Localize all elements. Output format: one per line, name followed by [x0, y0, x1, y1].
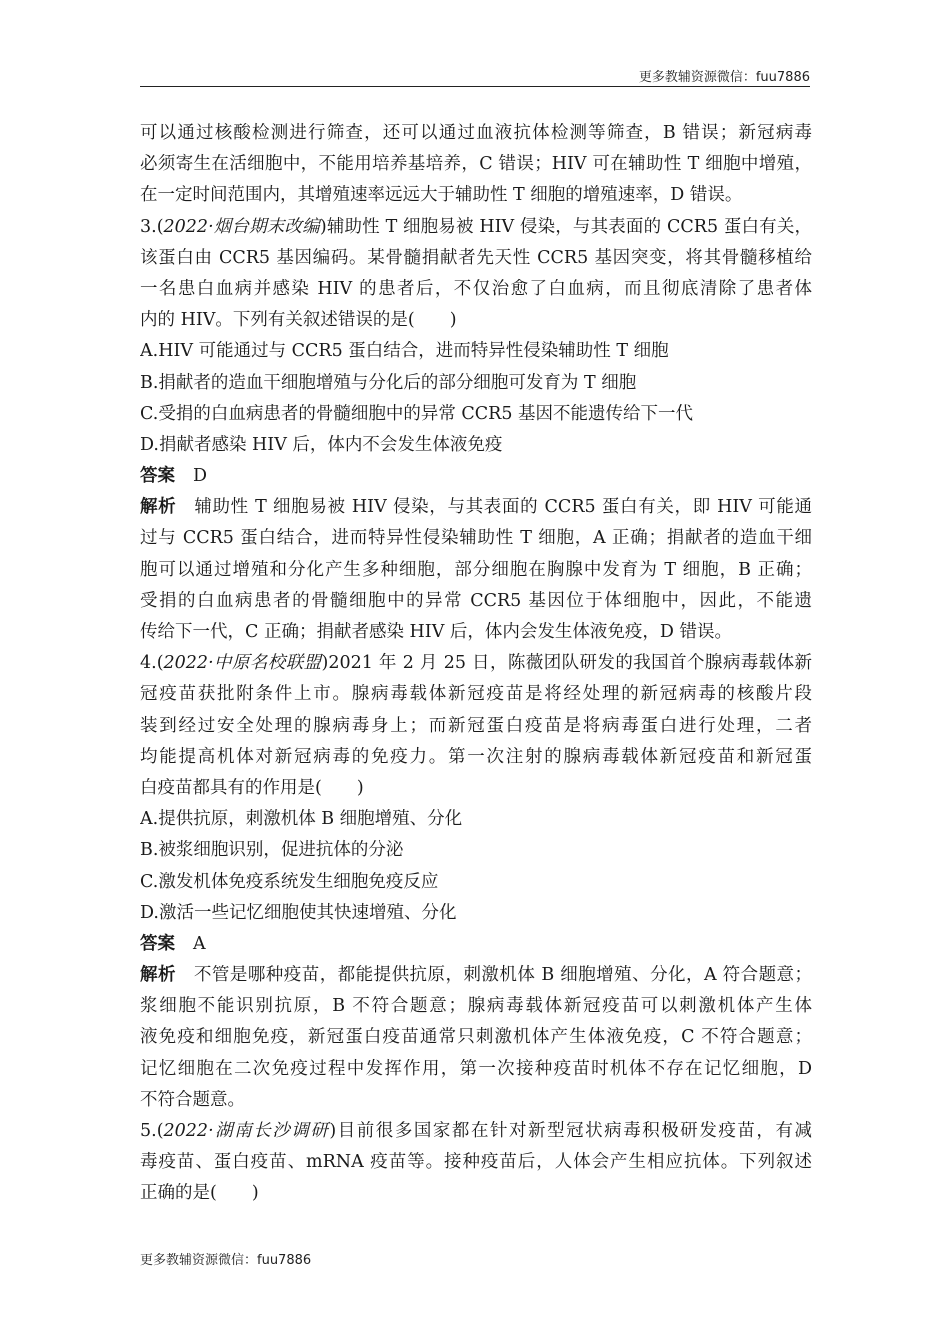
question-stem-line	[140, 1116, 812, 1147]
analysis-line: 浆细胞不能识别抗原，B 不符合题意；腺病毒载体新冠疫苗可以刺激机体产生体	[140, 996, 812, 1017]
page-footer: 更多教辅资源微信：fuu7886	[140, 1253, 312, 1268]
question-source: 2022·烟台期末改编	[163, 216, 320, 237]
option-d: D.激活一些记忆细胞使其快速增殖、分化	[140, 902, 457, 923]
analysis-line: 受捐的白血病患者的骨髓细胞中的异常 CCR5 基因位于体细胞中，因此，不能遗	[140, 590, 812, 611]
answer-line	[140, 461, 812, 492]
answer-value: D	[193, 466, 208, 487]
question-stem-line	[140, 648, 812, 679]
option-b: B.被浆细胞识别，促进抗体的分泌	[140, 840, 404, 861]
question-5	[140, 1116, 812, 1210]
option-b: B.捐献者的造血干细胞增殖与分化后的部分细胞可发育为 T 细胞	[140, 372, 637, 393]
question-stem-line: 一名患白血病并感染 HIV 的患者后，不仅治愈了白血病，而且彻底清除了患者体	[140, 278, 812, 299]
analysis-line	[140, 492, 812, 523]
question-source: 2022·中原名校联盟	[163, 653, 322, 674]
question-number: 5.(	[140, 1121, 164, 1141]
question-stem-line: 均能提高机体对新冠病毒的免疫力。第一次注射的腺病毒载体新冠疫苗和新冠蛋	[140, 746, 812, 767]
question-stem-line: 内的 HIV。下列有关叙述错误的是( )	[140, 310, 457, 331]
analysis-line	[140, 960, 812, 991]
text-line: 可以通过核酸检测进行筛查，还可以通过血液抗体检测等筛查，B 错误；新冠病毒	[140, 123, 812, 143]
stem-text: )目前很多国家都在针对新型冠状病毒积极研发疫苗，有减	[329, 1121, 812, 1141]
question-4	[140, 648, 812, 1116]
header-watermark-text: 更多教辅资源微信：fuu7886	[638, 70, 810, 85]
question-source: 2022·湖南长沙调研	[163, 1121, 330, 1141]
analysis-line: 传给下一代，C 正确；捐献者感染 HIV 后，体内会发生体液免疫，D 错误。	[140, 622, 732, 642]
stem-text: )2021 年 2 月 25 日，陈薇团队研发的我国首个腺病毒载体新	[321, 653, 812, 674]
option-c: C.激发机体免疫系统发生细胞免疫反应	[140, 871, 439, 892]
analysis-line: 不符合题意。	[140, 1089, 245, 1110]
analysis-text: 不管是哪种疫苗，都能提供抗原，刺激机体 B 细胞增殖、分化，A 符合题意；	[193, 965, 812, 986]
question-stem-line: 该蛋白由 CCR5 基因编码。某骨髓捐献者先天性 CCR5 基因突变，将其骨髓移植给	[140, 247, 812, 268]
question-stem-line: 装到经过安全处理的腺病毒身上；而新冠蛋白疫苗是将病毒蛋白进行处理，二者	[140, 715, 812, 736]
answer-label: 答案	[140, 466, 175, 487]
question-number: 4.(	[140, 653, 164, 674]
question-number: 3.(	[140, 216, 164, 237]
prev-explanation	[140, 118, 812, 212]
stem-text: 辅助性 T 细胞易被 HIV 侵染，与其表面的 CCR5 蛋白有关，	[326, 216, 812, 237]
analysis-line: 过与 CCR5 蛋白结合，进而特异性侵染辅助性 T 细胞，A 正确；捐献者的造血干细	[140, 528, 812, 549]
analysis-text: 辅助性 T 细胞易被 HIV 侵染，与其表面的 CCR5 蛋白有关，即 HIV 可能通	[194, 497, 812, 518]
analysis-label: 解析	[140, 497, 177, 518]
question-stem-line: 3.(2022·烟台期末改编)辅助性 T 细胞易被 HIV 侵染，与其表面的 CCR5 蛋白有关，	[140, 216, 812, 237]
option-c: C.受捐的白血病患者的骨髓细胞中的异常 CCR5 基因不能遗传给下一代	[140, 403, 694, 424]
answer-line	[140, 929, 812, 960]
page-header	[140, 62, 810, 87]
answer-value: A	[193, 933, 206, 954]
question-3	[140, 212, 812, 649]
option-a: A.提供抗原，刺激机体 B 细胞增殖、分化	[140, 809, 463, 830]
option-d: D.捐献者感染 HIV 后，体内不会发生体液免疫	[140, 434, 503, 455]
question-stem-line: 白疫苗都具有的作用是( )	[140, 777, 364, 798]
analysis-line: 液免疫和细胞免疫，新冠蛋白疫苗通常只刺激机体产生体液免疫，C 不符合题意；	[140, 1027, 812, 1048]
page-content	[140, 118, 812, 1210]
question-stem-line: 毒疫苗、蛋白疫苗、mRNA 疫苗等。接种疫苗后，人体会产生相应抗体。下列叙述	[140, 1152, 812, 1173]
question-stem-line: 冠疫苗获批附条件上市。腺病毒载体新冠疫苗是将经处理的新冠病毒的核酸片段	[140, 684, 812, 705]
analysis-line: 胞可以通过增殖和分化产生多种细胞，部分细胞在胸腺中发育为 T 细胞，B 正确；	[140, 559, 812, 580]
answer-label: 答案	[140, 933, 175, 954]
text-line: 在一定时间范围内，其增殖速率远远大于辅助性 T 细胞的增殖速率，D 错误。	[140, 185, 743, 206]
option-a: A.HIV 可能通过与 CCR5 蛋白结合，进而特异性侵染辅助性 T 细胞	[140, 341, 669, 362]
analysis-line: 记忆细胞在二次免疫过程中发挥作用，第一次接种疫苗时机体不存在记忆细胞，D	[140, 1058, 812, 1079]
question-stem-line: 正确的是( )	[140, 1183, 259, 1204]
analysis-label: 解析	[140, 965, 176, 986]
text-line: 必须寄生在活细胞中，不能用培养基培养，C 错误；HIV 可在辅助性 T 细胞中增殖，	[140, 154, 812, 175]
